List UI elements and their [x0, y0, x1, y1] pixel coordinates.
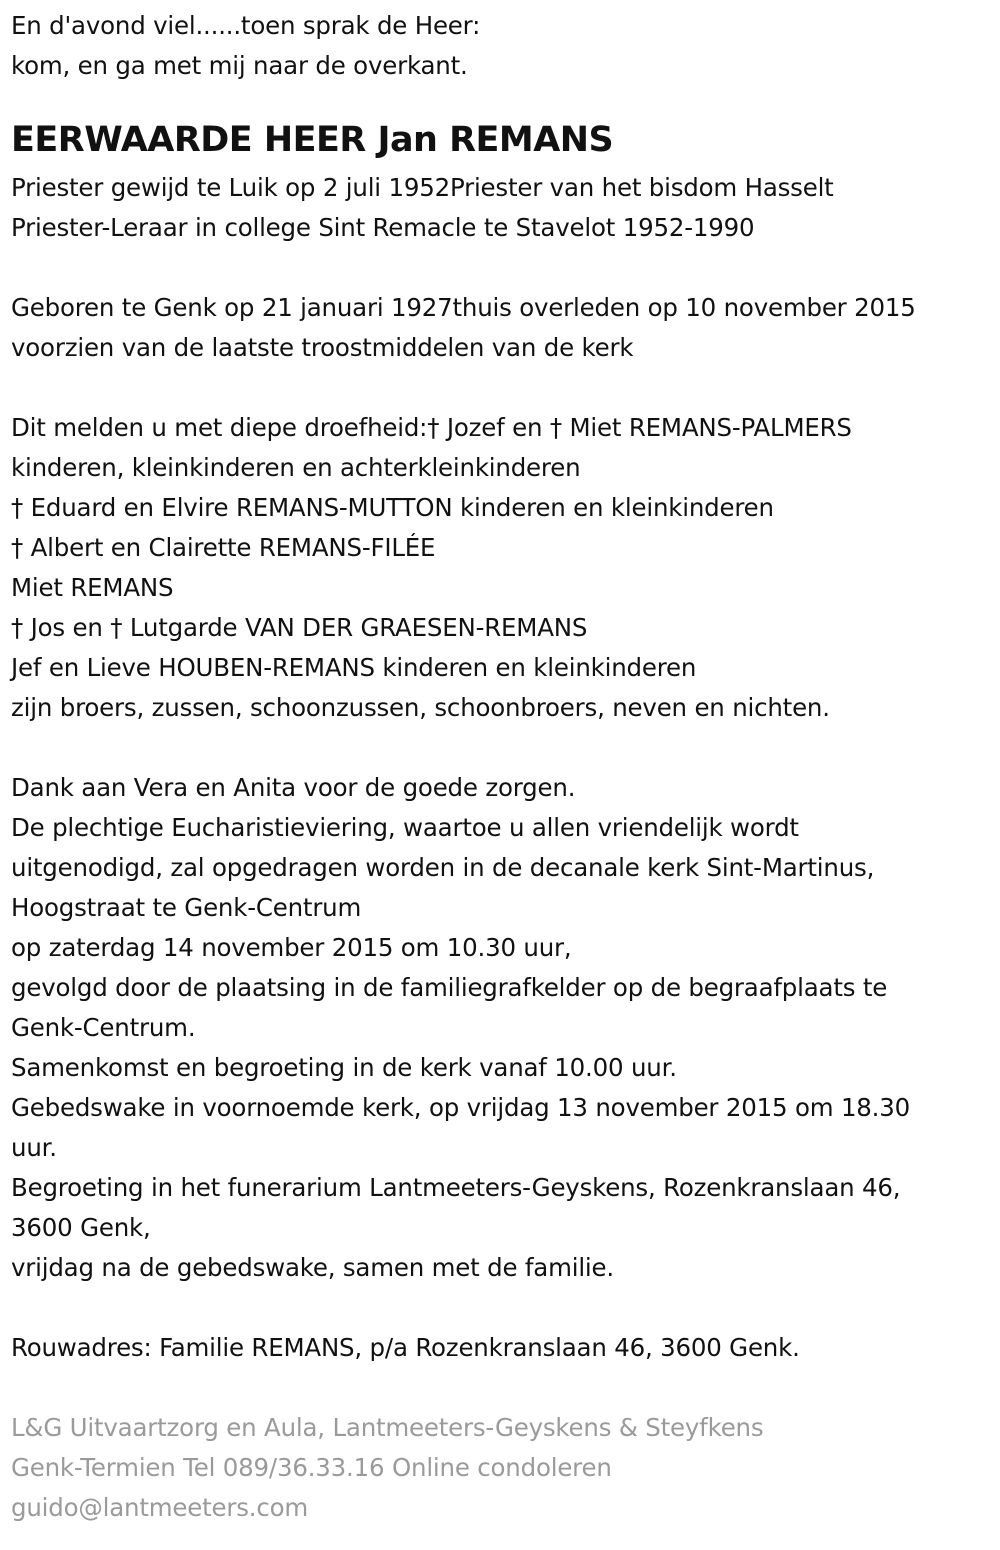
funeral-home-footer [11, 1408, 990, 1528]
ceremony-line: Begroeting in het funerarium Lantmeeters-Geyskens, Rozenkranslaan 46, [11, 1173, 901, 1202]
family-line: zijn broers, zussen, schoonzussen, schoonbroers, neven en nichten. [11, 693, 830, 722]
spacer [11, 1288, 990, 1328]
family-line: Dit melden u met diepe droefheid:† Jozef en † Miet REMANS-PALMERS [11, 413, 852, 442]
ceremony-line: uur. [11, 1133, 57, 1162]
footer-line: L&G Uitvaartzorg en Aula, Lantmeeters-Geyskens & Steyfkens [11, 1413, 764, 1442]
ceremony-section [11, 768, 990, 1288]
spacer [11, 1368, 990, 1408]
footer-line: Genk-Termien Tel 089/36.33.16 Online condoleren [11, 1453, 612, 1482]
family-line: kinderen, kleinkinderen en achterkleinkinderen [11, 453, 581, 482]
family-line: † Eduard en Elvire REMANS-MUTTON kinderen en kleinkinderen [11, 493, 774, 522]
family-line: Jef en Lieve HOUBEN-REMANS kinderen en kleinkinderen [11, 653, 697, 682]
ceremony-line: Gebedswake in voornoemde kerk, op vrijdag 13 november 2015 om 18.30 [11, 1093, 911, 1122]
deceased-title: EERWAARDE HEER Jan REMANS [11, 120, 614, 160]
family-line: † Jos en † Lutgarde VAN DER GRAESEN-REMANS [11, 613, 588, 642]
mourning-address: Rouwadres: Familie REMANS, p/a Rozenkranslaan 46, 3600 Genk. [11, 1333, 800, 1362]
birth-death-section [11, 288, 990, 368]
ceremony-line: op zaterdag 14 november 2015 om 10.30 uur, [11, 933, 572, 962]
career-line: Priester-Leraar in college Sint Remacle te Stavelot 1952-1990 [11, 213, 755, 242]
ceremony-line: vrijdag na de gebedswake, samen met de familie. [11, 1253, 614, 1282]
ceremony-line: gevolgd door de plaatsing in de familiegrafkelder op de begraafplaats te [11, 973, 888, 1002]
epigraph-line: En d'avond viel......toen sprak de Heer: [11, 11, 481, 40]
ceremony-line: Dank aan Vera en Anita voor de goede zorgen. [11, 773, 576, 802]
ceremony-line: 3600 Genk, [11, 1213, 151, 1242]
ceremony-line: Genk-Centrum. [11, 1013, 196, 1042]
footer-email-link[interactable]: guido@lantmeeters.com [11, 1493, 309, 1522]
family-line: † Albert en Clairette REMANS-FILÉE [11, 533, 436, 562]
spacer [11, 248, 990, 288]
epigraph [11, 6, 990, 86]
career-section [11, 168, 990, 248]
birth-death-line: voorzien van de laatste troostmiddelen van de kerk [11, 333, 634, 362]
family-line: Miet REMANS [11, 573, 174, 602]
birth-death-line: Geboren te Genk op 21 januari 1927thuis overleden op 10 november 2015 [11, 293, 916, 322]
ceremony-line: Hoogstraat te Genk-Centrum [11, 893, 362, 922]
spacer [11, 728, 990, 768]
family-section [11, 408, 990, 728]
ceremony-line: Samenkomst en begroeting in de kerk vanaf 10.00 uur. [11, 1053, 677, 1082]
epigraph-line: kom, en ga met mij naar de overkant. [11, 51, 468, 80]
career-line: Priester gewijd te Luik op 2 juli 1952Priester van het bisdom Hasselt [11, 173, 834, 202]
spacer [11, 368, 990, 408]
ceremony-line: uitgenodigd, zal opgedragen worden in de decanale kerk Sint-Martinus, [11, 853, 875, 882]
ceremony-line: De plechtige Eucharistieviering, waartoe u allen vriendelijk wordt [11, 813, 799, 842]
